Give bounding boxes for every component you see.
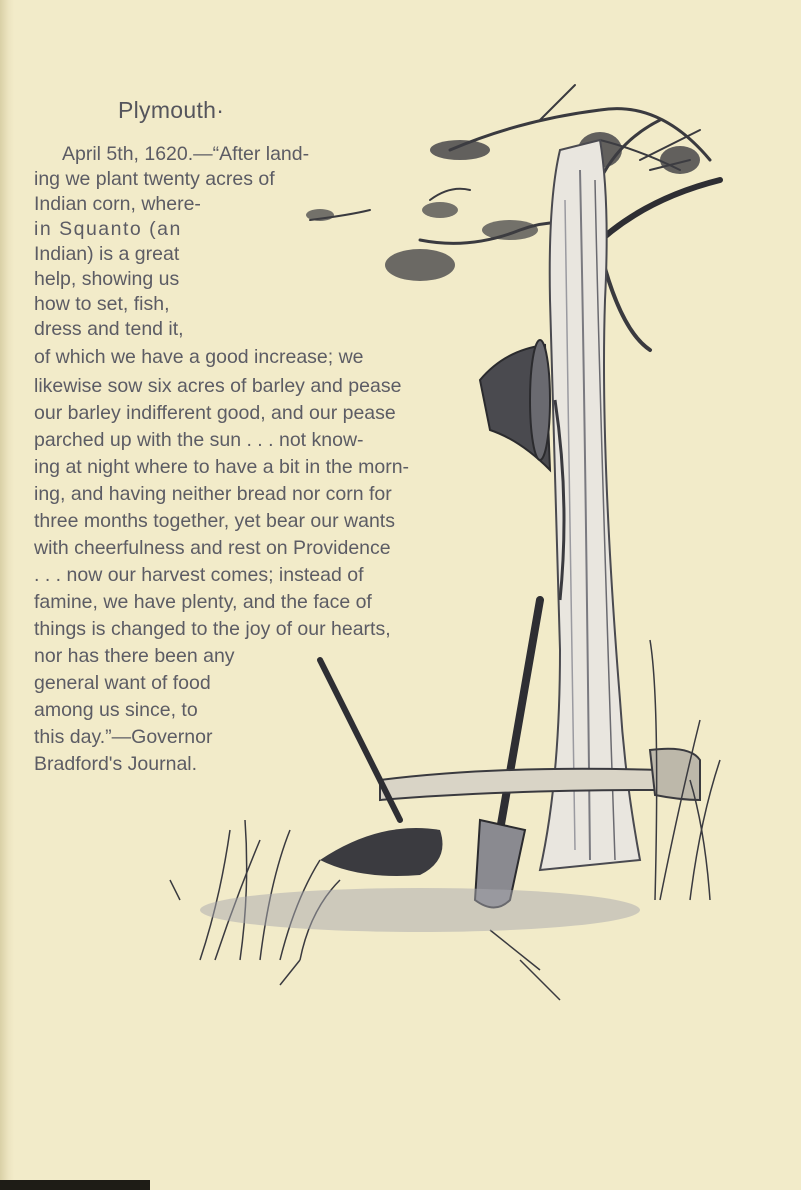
page-edge-bar xyxy=(0,1180,150,1190)
text-line: Bradford's Journal. xyxy=(34,753,198,775)
text-line: ing we plant twenty acres of xyxy=(34,168,275,190)
text-line: things is changed to the joy of our hearts, xyxy=(34,618,391,640)
text-line: Indian corn, where- xyxy=(34,193,201,215)
text-line: parched up with the sun . . . not know- xyxy=(34,429,364,451)
text-line: ing, and having neither bread nor corn for xyxy=(34,483,392,505)
text-line: help, showing us xyxy=(34,268,180,290)
page-title: Plymouth· xyxy=(118,97,225,123)
text-line: likewise sow six acres of barley and pease xyxy=(34,375,402,397)
text-line: among us since, to xyxy=(34,699,198,721)
text-line: with cheerfulness and rest on Providence xyxy=(34,537,391,559)
text-line: general want of food xyxy=(34,672,211,694)
text-line: three months together, yet bear our wants xyxy=(34,510,395,532)
text-line: this day.”—Governor xyxy=(34,726,213,748)
text-line: of which we have a good increase; we xyxy=(34,346,364,368)
text-line: nor has there been any xyxy=(34,645,235,667)
ground-shading xyxy=(200,888,640,932)
text-line: Indian) is a great xyxy=(34,243,180,265)
text-line: ing at night where to have a bit in the morn- xyxy=(34,456,410,478)
text-line: our barley indifferent good, and our pease xyxy=(34,402,396,424)
text-line: . . . now our harvest comes; instead of xyxy=(34,564,364,586)
text-line: how to set, fish, xyxy=(34,293,170,315)
text-line: April 5th, 1620.—“After land- xyxy=(62,143,310,165)
text-line: dress and tend it, xyxy=(34,318,184,340)
text-line: famine, we have plenty, and the face of xyxy=(34,591,372,613)
text-line: in Squanto (an xyxy=(34,218,182,240)
